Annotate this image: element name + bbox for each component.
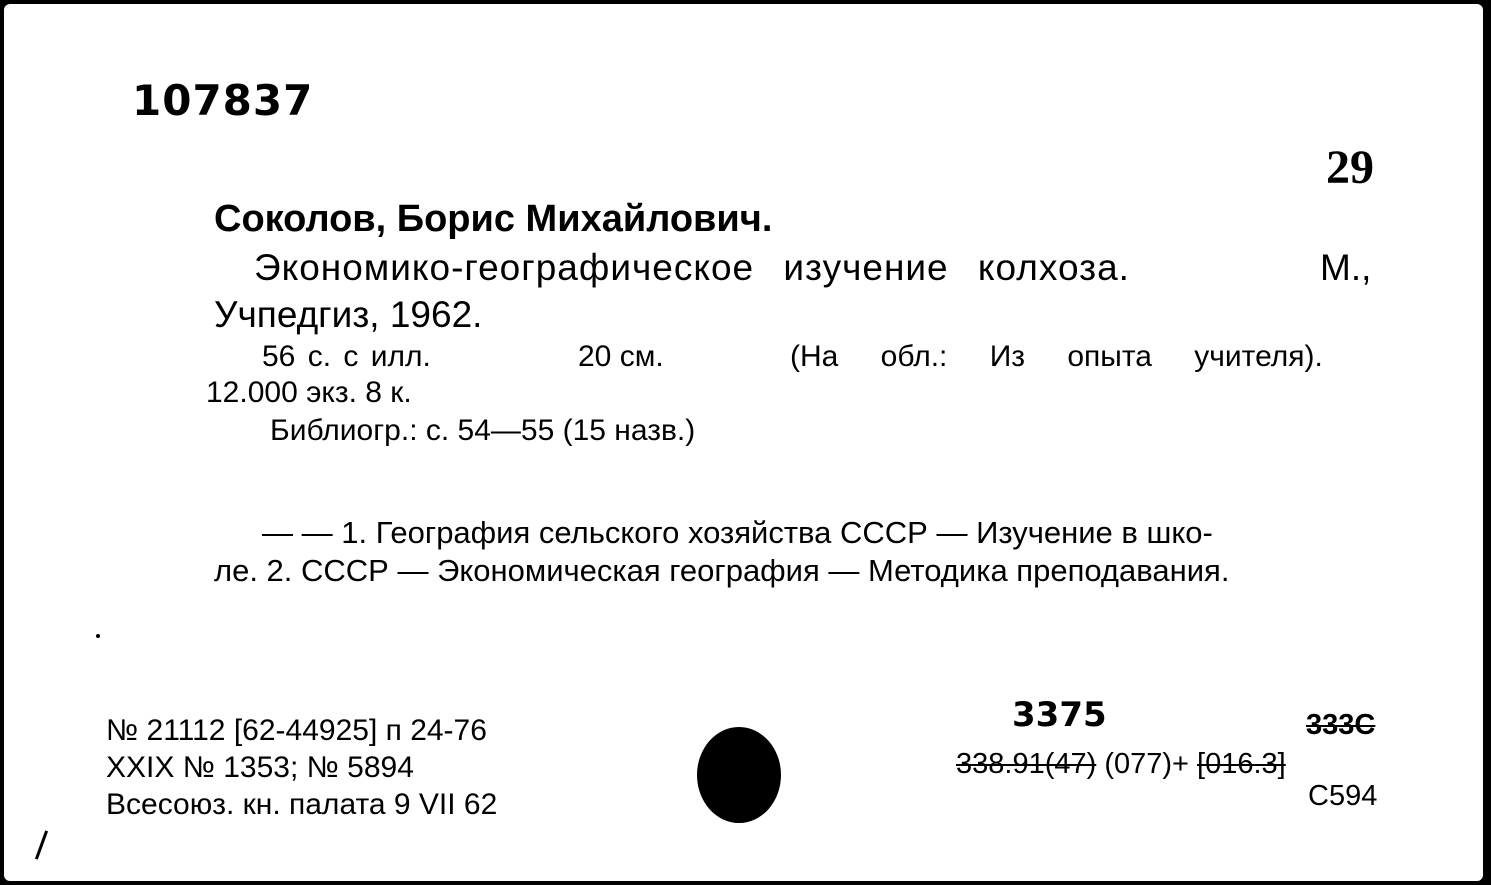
classification-rest: (077)+ bbox=[1104, 748, 1189, 780]
pencil-mark bbox=[35, 830, 48, 859]
series-note: (На обл.: Из опыта учителя). bbox=[790, 340, 1323, 373]
copies-price: 12.000 экз. 8 к. bbox=[206, 376, 412, 409]
subject-headings-line1: — — 1. География сельского хозяйства СССР — Изучение в шко- bbox=[262, 515, 1213, 550]
punch-hole bbox=[697, 727, 781, 823]
class-code-struck: 333С bbox=[1306, 709, 1376, 741]
card-number: 29 bbox=[1326, 141, 1374, 194]
catalog-card bbox=[4, 4, 1483, 881]
physical-pages: 56 с. с илл. bbox=[262, 340, 431, 373]
speck-dot bbox=[96, 634, 100, 638]
publisher-year: Учпедгиз, 1962. bbox=[214, 294, 483, 335]
place-text: М., bbox=[1320, 247, 1372, 288]
author-mark: С594 bbox=[1308, 780, 1378, 812]
subject-headings-line2: ле. 2. СССР — Экономическая география — Методика преподавания. bbox=[214, 553, 1230, 588]
inventory-number: 107837 bbox=[132, 76, 314, 125]
record-line-2: XXIX № 1353; № 5894 bbox=[106, 751, 414, 784]
bibliography-note: Библиогр.: с. 54—55 (15 назв.) bbox=[270, 414, 696, 447]
physical-size: 20 см. bbox=[578, 340, 664, 373]
author-heading: Соколов, Борис Михайлович. bbox=[214, 198, 773, 240]
record-line-3: Всесоюз. кн. палата 9 VII 62 bbox=[106, 788, 498, 821]
record-line-1: № 21112 [62-44925] п 24-76 bbox=[106, 714, 487, 747]
classification-struck: 338.91(47) bbox=[956, 748, 1097, 780]
classification-bracket-struck: [016.3] bbox=[1197, 748, 1286, 780]
handwritten-class-number: 3375 bbox=[1012, 695, 1107, 735]
classification-line bbox=[956, 750, 1286, 779]
title-text: Экономико-географическое изучение колхоза. bbox=[254, 247, 1130, 288]
